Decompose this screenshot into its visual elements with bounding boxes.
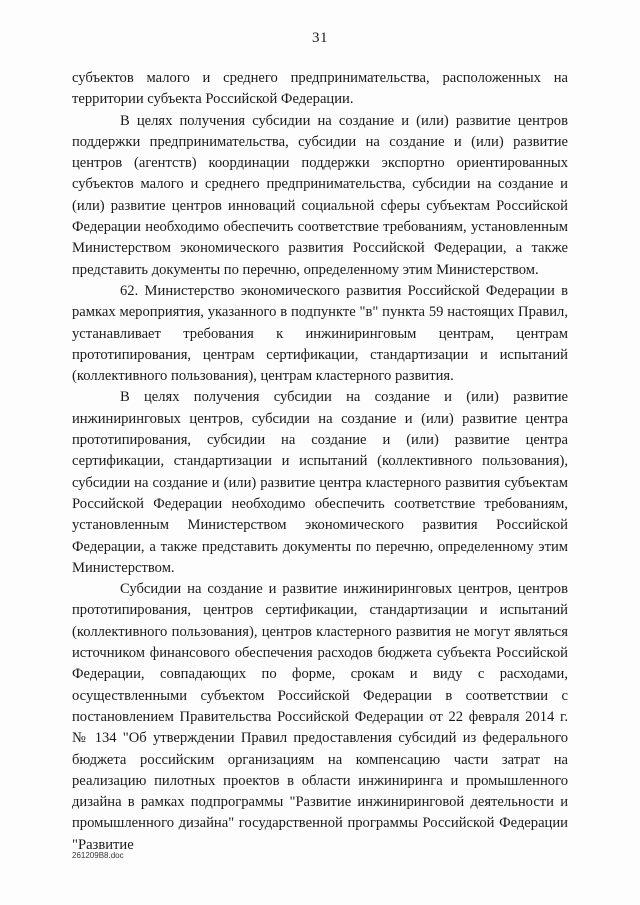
page-number: 31 bbox=[312, 30, 328, 46]
paragraph-subsidy-restrictions: Субсидии на создание и развитие инжиниринговых центров, центров прототипирования, центров сертификации, стандартизации и испытаний (коллективного пользования), центров кластерного развития не могут являться источником финансового обеспечения расходов бюджета субъекта Российской Федерации, совпадающих по форме, срокам и виду с расходами, осуществленными субъектом Российской Федерации в соответствии с постановлением Правительства Российской Федерации от 22 февраля 2014 г. № 134 "Об утверждении Правил предоставления субсидий из федерального бюджета российским организациям на компенсацию части затрат на реализацию пилотных проектов в области инжиниринга и промышленного дизайна в рамках подпрограммы "Развитие инжиниринговой деятельности и промышленного дизайна" государственной программы Российской Федерации "Развитие bbox=[72, 581, 568, 853]
paragraph-continuation: субъектов малого и среднего предпринимательства, расположенных на территории субъекта Российской Федерации. bbox=[72, 70, 568, 108]
paragraph-support-centers: В целях получения субсидии на создание и (или) развитие центров поддержки предпринимательства, субсидии на создание и (или) развитие центров (агентств) координации поддержки экспортно ориентированных субъектов малого и среднего предпринимательства, субсидии на создание и (или) развитие центров инноваций социальной сферы субъектам Российской Федерации необходимо обеспечить соответствие требованиям, установленным Министерством экономического развития Российской Федерации, а также представить документы по перечню, определенному этим Министерством. bbox=[72, 112, 568, 278]
paragraph-engineering-centers: В целях получения субсидии на создание и (или) развитие инжиниринговых центров, субсидии на создание и (или) развитие центра прототипирования, субсидии на создание и (или) развитие центра сертификации, стандартизации и испытаний (коллективного пользования), субсидии на создание и (или) развитие центра кластерного развития субъектам Российской Федерации необходимо обеспечить соответствие требованиям, установленным Министерством экономического развития Российской Федерации, а также представить документы по перечню, определенному этим Министерством. bbox=[72, 389, 568, 576]
footer-filename: 261209B8.doc bbox=[72, 851, 124, 860]
paragraph-item-62: 62. Министерство экономического развития Российской Федерации в рамках мероприятия, указанного в подпункте "в" пункта 59 настоящих Правил, устанавливает требования к инжиниринговым центрам, центрам прототипирования, центрам сертификации, стандартизации и испытаний (коллективного пользования), центрам кластерного развития. bbox=[72, 282, 568, 385]
document-body bbox=[72, 68, 568, 856]
